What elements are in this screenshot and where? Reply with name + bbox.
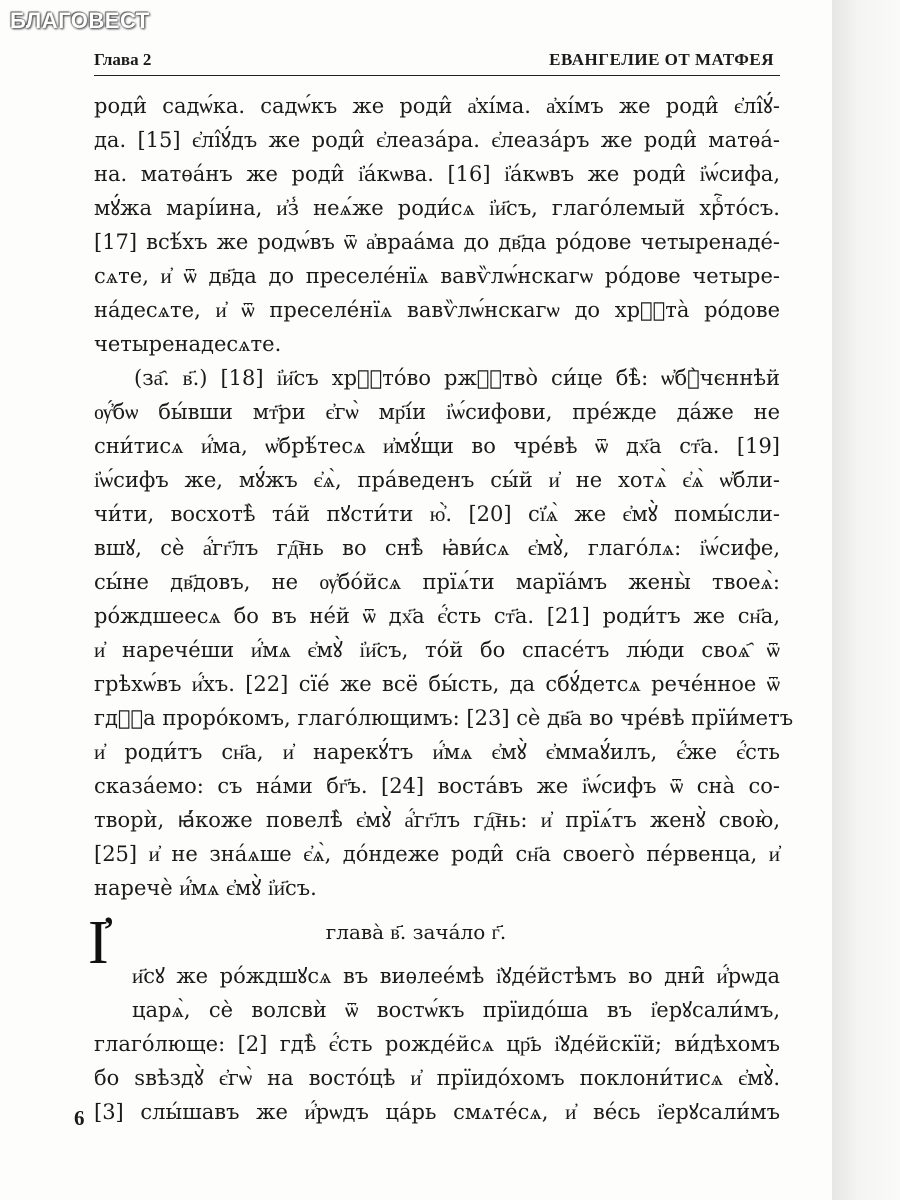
text-line: ро́ждшеесѧ бо въ не́й ѿ дх҃а є҆́сть ст҃а. [21] роди́тъ же сн҃а, bbox=[94, 604, 780, 628]
text-line: сѧте, и҆ ѿ дв҃да до преселе́нїѧ вавѷлѡ́нскагѡ ро́дове четыре- bbox=[94, 264, 780, 288]
text-line: чи́ти, восхотѣ̀ та́й пꙋсти́ти ю҆̀. [20] сї҆ѧ̀ же є҆мꙋ̀ помы́сли- bbox=[94, 502, 780, 526]
text-line: на́десѧте, и҆ ѿ преселе́нїѧ вавѷлѡ́нскагѡ до хрⷭ҇та̀ ро́дове bbox=[94, 298, 780, 322]
text-line: да. [15] є҆лі̂ꙋ́дъ же роди̂ є҆леаза́ра. є҆леаза́ръ же роди̂ матѳа́- bbox=[94, 128, 780, 152]
text-line: и҆ нарече́ши и҆́мѧ є҆мꙋ̀ і҆и҃съ, то́й бо спасе́тъ лю́ди своѧ҄ ѿ bbox=[94, 638, 780, 662]
header-chapter: Глава 2 bbox=[94, 50, 152, 69]
chapter-heading: глава̀ в҃. зача́ло г҃. bbox=[325, 920, 507, 944]
text-line: и҆ роди́тъ сн҃а, и҆ нарекꙋ́тъ и҆́мѧ є҆мꙋ̀ є҆ммаꙋ́илъ, є҆́же є҆́сть bbox=[94, 740, 780, 764]
text-line: [25] и҆ не зна́ѧше є҆ѧ̀, до́ндеже роди̂ сн҃а своего̀ пе́рвенца, и҆ bbox=[94, 842, 780, 866]
text-line: (за҄. в҃.) [18] і҆и҃съ хрⷭ҇то́во ржⷭ҇тво̀ си́це бѣ̀: ѡ҆бꙋ̀чєннѣй bbox=[134, 366, 780, 390]
text-line: вшꙋ, сѐ а҆́гг҃лъ гд҇нь во снѣ̀ ꙗ҆ви́сѧ є҆мꙋ̀, глаго́лѧ: і҆ѡ́сифе, bbox=[94, 536, 780, 560]
text-line: [3] слы́шавъ же и҆́рѡдъ ца́рь смѧте́сѧ, и҆ ве́сь і҆ерꙋсали́мъ bbox=[94, 1100, 780, 1124]
text-line: наречѐ и҆́мѧ є҆мꙋ̀ і҆и҃съ. bbox=[94, 876, 317, 900]
text-line: ѹ҆́бѡ бы́вши мт҃ри є҆гѡ̀ мр҃і́и і҆ѡ́сифови, пре́жде да́же не bbox=[94, 400, 780, 424]
text-line: і҆ѡ́сифъ же, мꙋ́жъ є҆ѧ̀, пра́веденъ сы́й и҆ не хотѧ̀ є҆ѧ̀ ѡ҆бли- bbox=[94, 468, 780, 492]
text-line: бо ѕвѣздꙋ̀ є҆гѡ̀ на восто́цѣ и҆ прїидо́хомъ поклони́тисѧ є҆мꙋ̀. bbox=[94, 1066, 780, 1090]
drop-cap: І҆ bbox=[88, 905, 109, 978]
header-title: ЕВАНГЕЛИЕ ОТ МАТФЕЯ bbox=[549, 50, 774, 69]
text-line: сказа́емо: съ на́ми бг҃ъ. [24] воста́въ же і҆ѡ́сифъ ѿ сна̀ со- bbox=[94, 774, 780, 798]
page-edge-shadow bbox=[832, 0, 900, 1200]
watermark-logo: БЛАГОВЕСТ bbox=[10, 8, 150, 33]
text-line: на. матѳа́нъ же роди̂ і҆а́кѡва. [16] і҆а́кѡвъ же роди̂ і҆ѡ́сифа, bbox=[94, 162, 780, 186]
text-line: сы́не дв҃довъ, не ѹ҆бо́йсѧ прїѧ́ти марїа́мъ жены̀ твоеѧ̀: bbox=[94, 570, 780, 594]
text-line: [17] всѣ́хъ же родѡ́въ ѿ а҆враа́ма до дв҃да ро́дове четыренаде́- bbox=[94, 230, 780, 254]
text-line: глаго́люще: [2] гдѣ̀ є҆́сть рожде́йсѧ цр҃ь і҆ꙋде́йскїй; ви́дѣхомъ bbox=[94, 1032, 780, 1056]
text-line: творѝ, ꙗ҆́коже повелѣ̀ є҆мꙋ̀ а҆́гг҃лъ гд҇нь: и҆ прїѧ́тъ женꙋ̀ свою̀, bbox=[94, 808, 780, 832]
text-line: роди̂ садѡ́ка. садѡ́къ же роди̂ а҆хі́ма. а҆хі́мъ же роди̂ є҆лі̂ꙋ́- bbox=[94, 94, 780, 118]
text-line: мꙋ́жа марі́ина, и҆з̾ неѧ́же роди́сѧ і҆и҃съ, глаго́лемый хрⷭ҇то́съ. bbox=[94, 196, 780, 220]
text-line: гдⷭ҇а проро́комъ, глаго́лющимъ: [23] сѐ дв҃а во чре́вѣ прїи́метъ bbox=[94, 706, 794, 730]
text-line: сни́тисѧ и҆́ма, ѡ҆брѣ́тесѧ и҆мꙋ́щи во чре́вѣ ѿ дх҃а ст҃а. [19] bbox=[94, 434, 780, 458]
text-line: четыренадесѧте. bbox=[94, 332, 282, 356]
text-line: и҃сꙋ же ро́ждшꙋсѧ въ виѳлее́мѣ і҆ꙋде́йстѣмъ во дни̑ и҆́рѡда bbox=[132, 964, 780, 988]
text-line: царѧ̀, сѐ волсвѝ ѿ востѡ́къ прїидо́ша въ і҆ерꙋсали́мъ, bbox=[132, 998, 780, 1022]
text-line: грѣхѡ́въ и҆́хъ. [22] сїе́ же всё бы́сть, да сбꙋ́детсѧ рече́нное ѿ bbox=[94, 672, 780, 696]
page-number: 6 bbox=[74, 1106, 85, 1130]
